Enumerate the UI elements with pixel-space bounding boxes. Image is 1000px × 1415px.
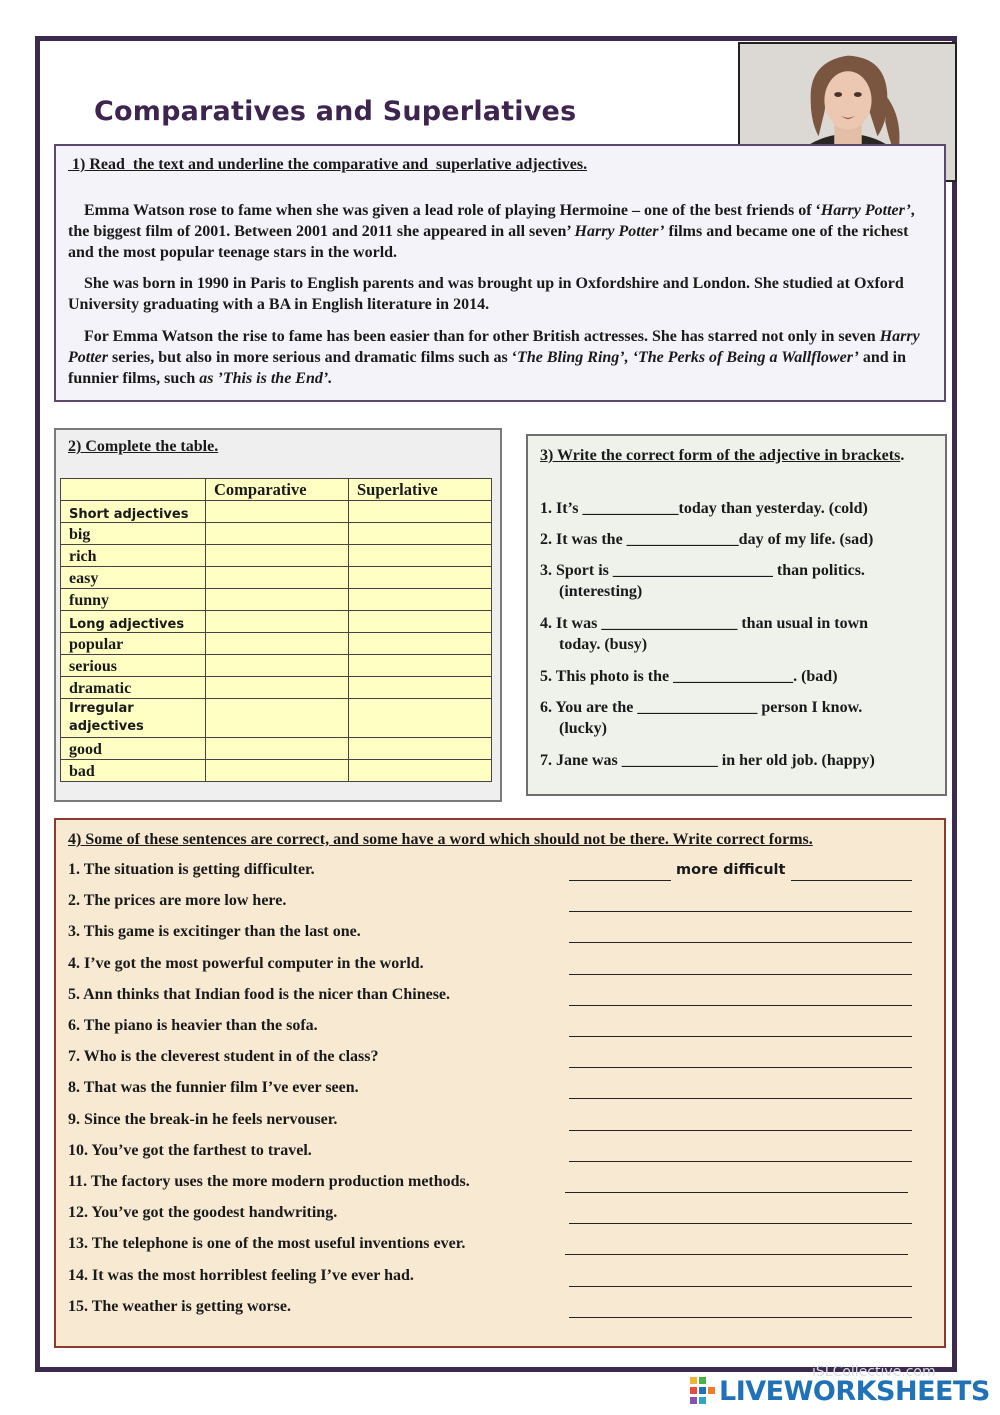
fill-in-question[interactable]: [540, 529, 938, 550]
reading-paragraph-1: [68, 200, 930, 263]
comparative-answer-cell[interactable]: [206, 633, 349, 655]
fill-in-instruction-text: 3) Write the correct form of the adjective in brackets: [540, 447, 901, 464]
table-row: [61, 655, 492, 677]
fill-in-question[interactable]: [540, 697, 938, 739]
correction-sentence: 8. That was the funnier film I’ve ever seen.: [68, 1079, 359, 1097]
comparative-answer-cell[interactable]: [206, 567, 349, 589]
question-hint: (interesting): [559, 583, 643, 600]
table-row: [61, 545, 492, 567]
answer-line: [569, 880, 671, 881]
superlative-answer-cell[interactable]: [349, 567, 492, 589]
table-header-cell: [61, 479, 206, 501]
table-header-superlative: Superlative: [349, 479, 492, 501]
comparative-answer-cell[interactable]: [206, 545, 349, 567]
comparative-answer-cell[interactable]: [206, 760, 349, 782]
category-label: Short adjectives: [61, 501, 206, 523]
correction-sentence: 5. Ann thinks that Indian food is the nicer than Chinese.: [68, 985, 451, 1003]
answer-line[interactable]: [569, 1161, 912, 1162]
correction-row: [68, 1017, 930, 1039]
comparative-answer-cell[interactable]: [206, 699, 349, 738]
correction-row: [68, 892, 930, 914]
fill-in-question[interactable]: [540, 560, 938, 602]
table-instruction: 2) Complete the table.: [68, 438, 219, 455]
correction-sentence: 6. The piano is heavier than the sofa.: [68, 1017, 318, 1034]
table-row: [61, 760, 492, 782]
reading-paragraph-2: [68, 273, 930, 315]
answer-line[interactable]: [569, 942, 912, 943]
answer-line[interactable]: [569, 1005, 912, 1006]
reading-instruction: 1) Read the text and underline the comparative and superlative adjectives.: [68, 156, 588, 173]
answer-line[interactable]: [569, 1223, 912, 1224]
adjective-label: serious: [61, 655, 206, 677]
correction-row: [68, 1142, 930, 1164]
comparative-answer-cell[interactable]: [206, 523, 349, 545]
adjective-table: [60, 478, 492, 782]
brand-name: LIVEWORKSHEETS: [719, 1375, 990, 1407]
superlative-answer-cell[interactable]: [349, 699, 492, 738]
comparative-answer-cell[interactable]: [206, 589, 349, 611]
comparative-answer-cell[interactable]: [206, 738, 349, 760]
question-hint: (lucky): [559, 720, 607, 737]
correction-sentence: 3. This game is excitinger than the last one.: [68, 923, 361, 941]
correction-row: [68, 1173, 930, 1195]
adjective-label: easy: [61, 567, 206, 589]
answer-line: [791, 880, 912, 881]
answer-line[interactable]: [569, 1098, 912, 1099]
page-title: Comparatives and Superlatives: [94, 96, 577, 127]
correction-row: [68, 923, 930, 945]
text-run: series, but also in more serious and dramatic films such as ‘: [108, 349, 518, 366]
question-text: 6. You are the _______________ person I know.: [540, 699, 863, 716]
question-hint: today. (busy): [559, 636, 648, 653]
answer-line[interactable]: [569, 1130, 912, 1131]
correction-sentence: 13. The telephone is one of the most useful inventions ever.: [68, 1235, 466, 1253]
reading-section: [54, 144, 946, 402]
question-text: 5. This photo is the _______________. (bad): [540, 668, 838, 685]
table-row: [61, 738, 492, 760]
adjective-label: good: [61, 738, 206, 760]
correction-row: [68, 986, 930, 1008]
superlative-answer-cell[interactable]: [349, 760, 492, 782]
correction-section: [54, 818, 946, 1348]
answer-line[interactable]: [569, 974, 912, 975]
table-row: [61, 699, 492, 738]
superlative-answer-cell[interactable]: [349, 633, 492, 655]
correction-row: [68, 1048, 930, 1070]
correction-sentence: 1. The situation is getting difficulter.: [68, 861, 315, 878]
table-row: [61, 677, 492, 699]
answer-line[interactable]: [565, 1192, 908, 1193]
adjective-label: big: [61, 523, 206, 545]
comparative-answer-cell[interactable]: [206, 611, 349, 633]
superlative-answer-cell[interactable]: [349, 523, 492, 545]
correction-sentence: 11. The factory uses the more modern production methods.: [68, 1173, 470, 1190]
question-text: 4. It was _________________ than usual in town: [540, 615, 869, 632]
text-run: Harry Potter’: [574, 223, 665, 240]
fill-in-question[interactable]: [540, 498, 938, 519]
example-answer-text: more difficult: [676, 862, 786, 878]
table-section: [54, 428, 502, 802]
text-run: For Emma Watson the rise to fame has been easier than for other British actresses. She has starred not only in seven: [84, 328, 880, 345]
adjective-label: rich: [61, 545, 206, 567]
correction-row: [68, 1267, 930, 1289]
table-header-comparative: Comparative: [206, 479, 349, 501]
text-run: Emma Watson rose to fame when she was given a lead role of playing Hermoine – one of the best friends of ‘: [84, 202, 821, 219]
table-header-row: [61, 479, 492, 501]
adjective-label: dramatic: [61, 677, 206, 699]
text-run: films and became one of the richest and the most popular teenage stars in the world.: [68, 223, 909, 261]
table-row: [61, 611, 492, 633]
liveworksheets-logo-icon: [690, 1377, 716, 1405]
correction-row: [68, 1235, 930, 1257]
question-text: 2. It was the ______________day of my life. (sad): [540, 531, 874, 548]
table-row: [61, 501, 492, 523]
fill-in-section: [526, 434, 947, 796]
adjective-label: funny: [61, 589, 206, 611]
answer-line[interactable]: [569, 1286, 912, 1287]
correction-row: [68, 1079, 930, 1101]
correction-sentence: 10. You’ve got the farthest to travel.: [68, 1141, 312, 1159]
correction-sentence: 7. Who is the cleverest student in of the class?: [68, 1048, 379, 1066]
table-row: [61, 567, 492, 589]
correction-row: [68, 1204, 930, 1226]
superlative-answer-cell[interactable]: [349, 738, 492, 760]
fill-in-instruction: [540, 445, 920, 467]
superlative-answer-cell[interactable]: [349, 677, 492, 699]
adjective-label: popular: [61, 633, 206, 655]
fill-in-question[interactable]: [540, 666, 938, 687]
reading-paragraph-3: [68, 326, 930, 389]
text-run: and in funnier films, such: [68, 349, 906, 387]
category-label: Irregular adjectives: [61, 699, 206, 738]
brand-logo[interactable]: [690, 1374, 990, 1408]
superlative-answer-cell[interactable]: [349, 655, 492, 677]
correction-sentence: 9. Since the break-in he feels nervouser.: [68, 1110, 338, 1128]
text-run: Harry Potter’: [820, 202, 911, 219]
correction-row: [68, 955, 930, 977]
answer-line[interactable]: [569, 911, 912, 912]
question-text: 3. Sport is ____________________ than politics.: [540, 562, 865, 579]
superlative-answer-cell[interactable]: [349, 545, 492, 567]
correction-sentence: 12. You’ve got the goodest handwriting.: [68, 1204, 338, 1222]
text-run: The Bling Ring’, ‘The Perks of Being a Wallflower’: [517, 349, 859, 366]
correction-sentence: 2. The prices are more low here.: [68, 892, 287, 910]
text-run: She was born in 1990 in Paris to English parents and was brought up in Oxfordshire and London. She studied at Oxford University graduating with a BA in English literature in 2014.: [68, 275, 904, 313]
answer-line[interactable]: [569, 1036, 912, 1037]
fill-in-instruction-period: .: [900, 447, 905, 464]
example-answer: [569, 861, 912, 883]
superlative-answer-cell[interactable]: [349, 611, 492, 633]
fill-in-question[interactable]: [540, 613, 938, 655]
answer-line[interactable]: [565, 1254, 908, 1255]
comparative-answer-cell[interactable]: [206, 655, 349, 677]
category-label: Long adjectives: [61, 611, 206, 633]
correction-row: [68, 1298, 930, 1320]
watermark: iSLCollective.com: [812, 1364, 936, 1380]
text-run: , the biggest film of 2001. Between 2001 and 2011 she appeared in all seven’: [68, 202, 915, 240]
correction-row: [68, 1111, 930, 1133]
text-run: Harry Potter: [68, 328, 920, 366]
correction-sentence: 4. I’ve got the most powerful computer in the world.: [68, 954, 424, 972]
superlative-answer-cell[interactable]: [349, 589, 492, 611]
adjective-label: bad: [61, 760, 206, 782]
answer-line[interactable]: [569, 1067, 912, 1068]
table-row: [61, 523, 492, 545]
superlative-answer-cell[interactable]: [349, 501, 492, 523]
comparative-answer-cell[interactable]: [206, 501, 349, 523]
correction-sentence: 14. It was the most horriblest feeling I’ve ever had.: [68, 1266, 414, 1284]
correction-row: [68, 861, 930, 883]
question-text: 1. It’s ____________today than yesterday. (cold): [540, 500, 868, 517]
table-row: [61, 633, 492, 655]
table-row: [61, 589, 492, 611]
fill-in-question[interactable]: [540, 750, 938, 771]
answer-line[interactable]: [569, 1317, 912, 1318]
question-text: 7. Jane was ____________ in her old job. (happy): [540, 752, 875, 769]
correction-sentence: 15. The weather is getting worse.: [68, 1297, 291, 1315]
comparative-answer-cell[interactable]: [206, 677, 349, 699]
correction-instruction: 4) Some of these sentences are correct, and some have a word which should not be there. Write correct forms.: [68, 831, 813, 848]
text-run: as ’This is the End’.: [199, 370, 333, 387]
